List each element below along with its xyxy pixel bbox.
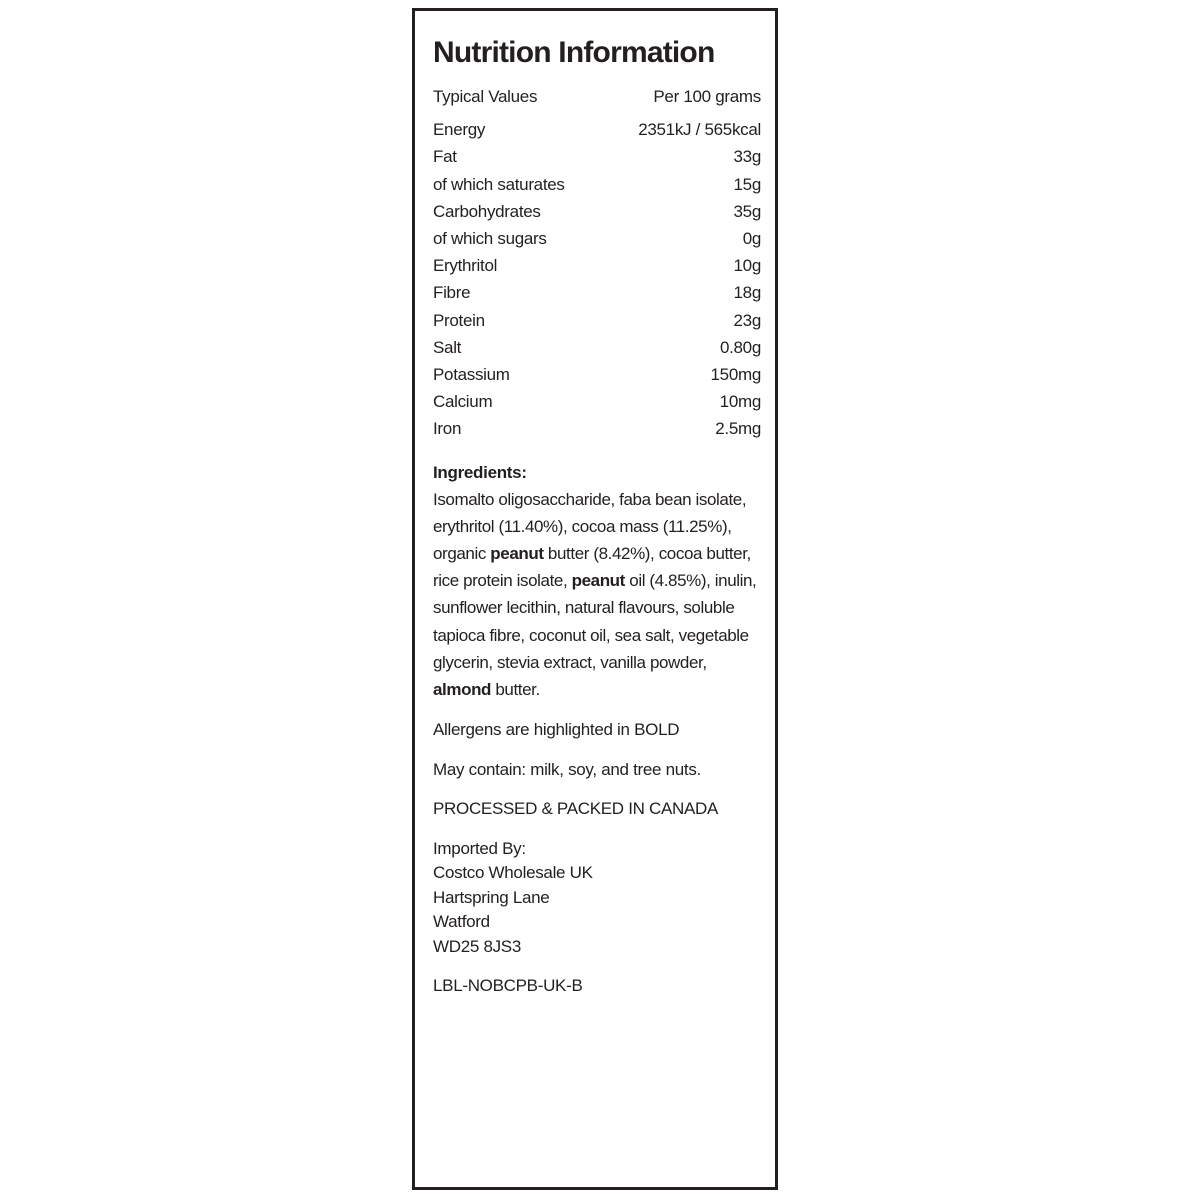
nutrient-value: 150mg <box>710 365 761 385</box>
nutrient-row <box>433 279 761 306</box>
importer-line: Costco Wholesale UK <box>433 863 593 883</box>
table-header <box>433 83 761 110</box>
ingredients-part: oil (4.85%), inulin, sunflower lecithin, natural flavours, soluble tapioca fibre, coconut oil, sea salt, vegetable glycerin, stevia extract, vanilla powder, <box>433 571 757 672</box>
ingredients-part: butter. <box>491 680 540 700</box>
nutrition-label <box>412 8 778 1190</box>
nutrient-name: Iron <box>433 419 462 439</box>
nutrient-row <box>433 415 761 442</box>
ingredients-part: butter (8.42%), cocoa butter, rice protein isolate, <box>433 544 751 591</box>
label-code: LBL-NOBCPB-UK-B <box>433 976 583 996</box>
nutrient-value: 35g <box>733 201 761 221</box>
nutrient-name: Calcium <box>433 392 493 412</box>
allergen-peanut: peanut <box>571 571 625 591</box>
label-content <box>433 33 761 999</box>
nutrient-row <box>433 198 761 225</box>
nutrient-table <box>433 116 761 442</box>
nutrient-name: of which saturates <box>433 174 565 194</box>
ingredients-heading: Ingredients: <box>433 462 527 482</box>
nutrient-name: Erythritol <box>433 256 498 276</box>
nutrient-value: 10g <box>733 256 761 276</box>
ingredients-text <box>433 486 761 704</box>
nutrient-value: 0g <box>742 229 761 249</box>
nutrient-value: 33g <box>733 147 761 167</box>
label-title: Nutrition Information <box>433 36 715 69</box>
importer-line: Watford <box>433 912 490 932</box>
allergen-peanut: peanut <box>490 544 544 564</box>
nutrient-value: 2351kJ / 565kcal <box>638 120 761 140</box>
header-label: Typical Values <box>433 87 538 106</box>
nutrient-name: of which sugars <box>433 229 547 249</box>
nutrient-row <box>433 388 761 415</box>
nutrient-row <box>433 225 761 252</box>
nutrient-value: 10mg <box>719 392 761 412</box>
importer-line: Hartspring Lane <box>433 887 550 907</box>
importer-block <box>433 837 761 960</box>
nutrient-name: Fibre <box>433 283 471 303</box>
nutrient-value: 23g <box>733 310 761 330</box>
nutrient-value: 18g <box>733 283 761 303</box>
nutrient-name: Protein <box>433 310 485 330</box>
nutrient-row <box>433 307 761 334</box>
nutrient-name: Fat <box>433 147 457 167</box>
nutrient-row <box>433 171 761 198</box>
may-contain: May contain: milk, soy, and tree nuts. <box>433 759 701 779</box>
nutrient-value: 2.5mg <box>715 419 761 439</box>
importer-heading: Imported By: <box>433 838 526 858</box>
nutrient-value: 15g <box>733 174 761 194</box>
nutrient-row <box>433 361 761 388</box>
allergen-note: Allergens are highlighted in BOLD <box>433 720 680 740</box>
ingredients-part: Isomalto oligosaccharide, faba bean isolate, erythritol (11.40%), cocoa mass (11.25%), organic <box>433 489 747 564</box>
nutrient-name: Salt <box>433 337 462 357</box>
nutrient-row <box>433 334 761 361</box>
allergen-almond: almond <box>433 680 492 700</box>
nutrient-name: Energy <box>433 120 486 140</box>
nutrient-row <box>433 143 761 170</box>
header-value: Per 100 grams <box>653 87 761 106</box>
nutrient-name: Potassium <box>433 365 510 385</box>
nutrient-name: Carbohydrates <box>433 201 541 221</box>
origin-statement: PROCESSED & PACKED IN CANADA <box>433 799 719 819</box>
nutrient-row <box>433 252 761 279</box>
nutrient-row <box>433 116 761 143</box>
nutrient-value: 0.80g <box>719 337 761 357</box>
importer-line: WD25 8JS3 <box>433 936 522 956</box>
